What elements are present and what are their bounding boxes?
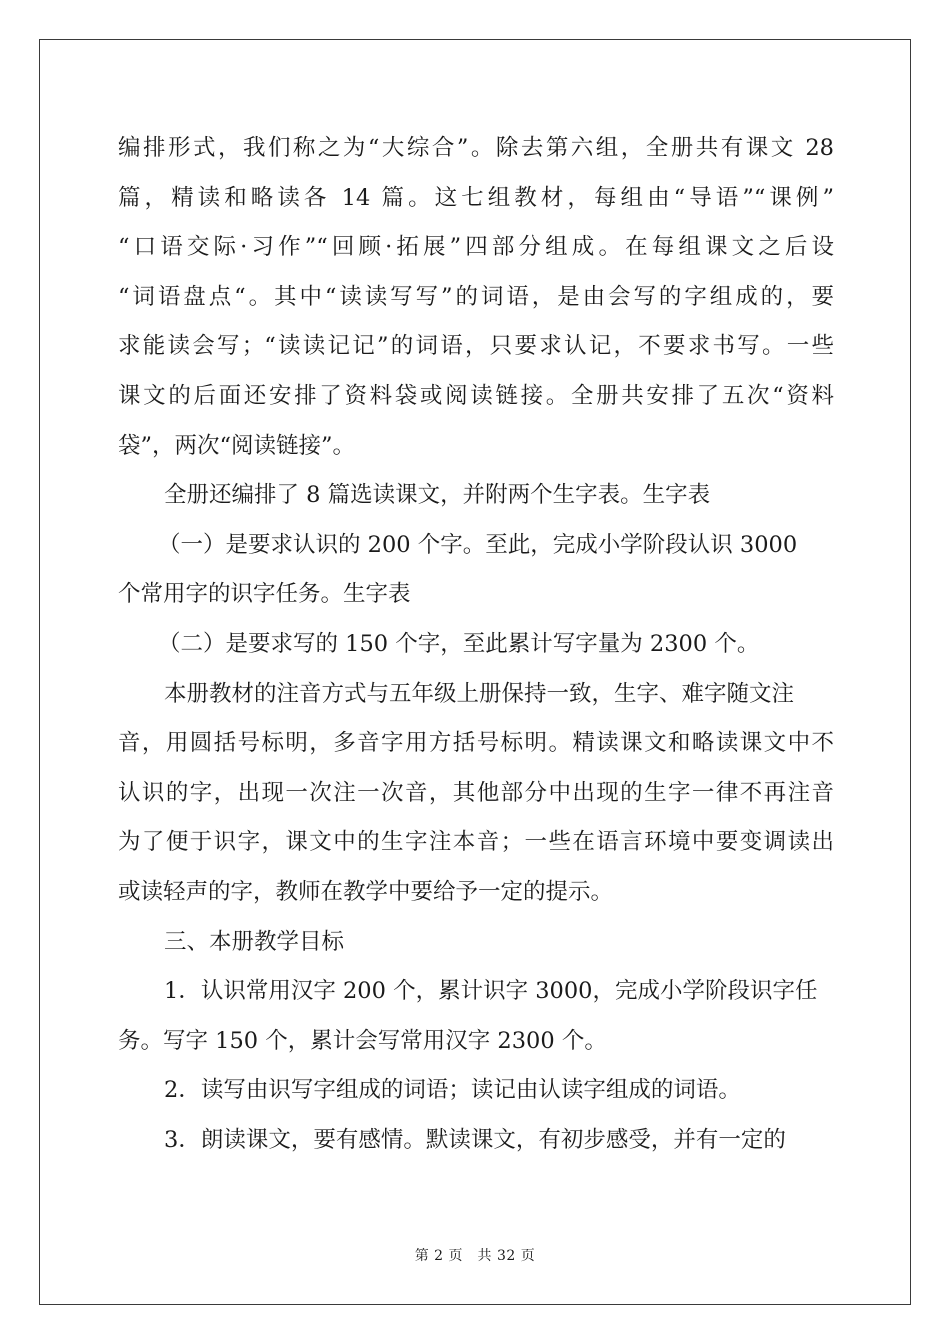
page-number: 第 2 页 共 32 页 (414, 1248, 536, 1264)
text-line: 或读轻声的字，教师在教学中要给予一定的提示。 (118, 878, 614, 905)
document-body (118, 124, 834, 1165)
text-line: 认识的字，出现一次注一次音，其他部分中出现的生字一律不再注音 (118, 779, 834, 806)
text-line: 求能读会写；“读读记记”的词语，只要求认记，不要求书写。一些 (118, 333, 834, 360)
text-line: 2．读写由识写字组成的词语；读记由认读字组成的词语。 (164, 1077, 741, 1104)
text-line: 1．认识常用汉字 200 个，累计识字 3000，完成小学阶段识字任 (164, 978, 818, 1005)
text-line: 袋”，两次“阅读链接”。 (118, 432, 356, 459)
text-line: 篇，精读和略读各 14 篇。这七组教材，每组由“导语”“课例” (118, 184, 834, 211)
text-line: 务。写字 150 个，累计会写常用汉字 2300 个。 (118, 1027, 607, 1054)
text-line: 个常用字的识字任务。生字表 (118, 581, 411, 608)
text-line: 课文的后面还安排了资料袋或阅读链接。全册共安排了五次“资料 (118, 382, 834, 409)
text-line: 3．朗读课文，要有感情。默读课文，有初步感受，并有一定的 (164, 1126, 786, 1153)
text-line: 本册教材的注音方式与五年级上册保持一致，生字、难字随文注 (164, 680, 795, 707)
text-line: 为了便于识字，课文中的生字注本音；一些在语言环境中要变调读出 (118, 829, 834, 856)
text-line: 音，用圆括号标明，多音字用方括号标明。精读课文和略读课文中不 (118, 730, 834, 757)
text-line: （二）是要求写的 150 个字，至此累计写字量为 2300 个。 (158, 630, 760, 657)
text-line: （一）是要求认识的 200 个字。至此，完成小学阶段认识 3000 (158, 531, 798, 558)
text-line: 全册还编排了 8 篇选读课文，并附两个生字表。生字表 (164, 482, 711, 509)
text-line: “口语交际·习作”“回顾·拓展”四部分组成。在每组课文之后设 (118, 234, 834, 261)
text-line: “词语盘点“。其中“读读写写”的词语，是由会写的字组成的，要 (118, 283, 834, 310)
section-heading: 三、本册教学目标 (164, 928, 345, 955)
text-line: 编排形式，我们称之为“大综合”。除去第六组，全册共有课文 28 (118, 135, 834, 161)
